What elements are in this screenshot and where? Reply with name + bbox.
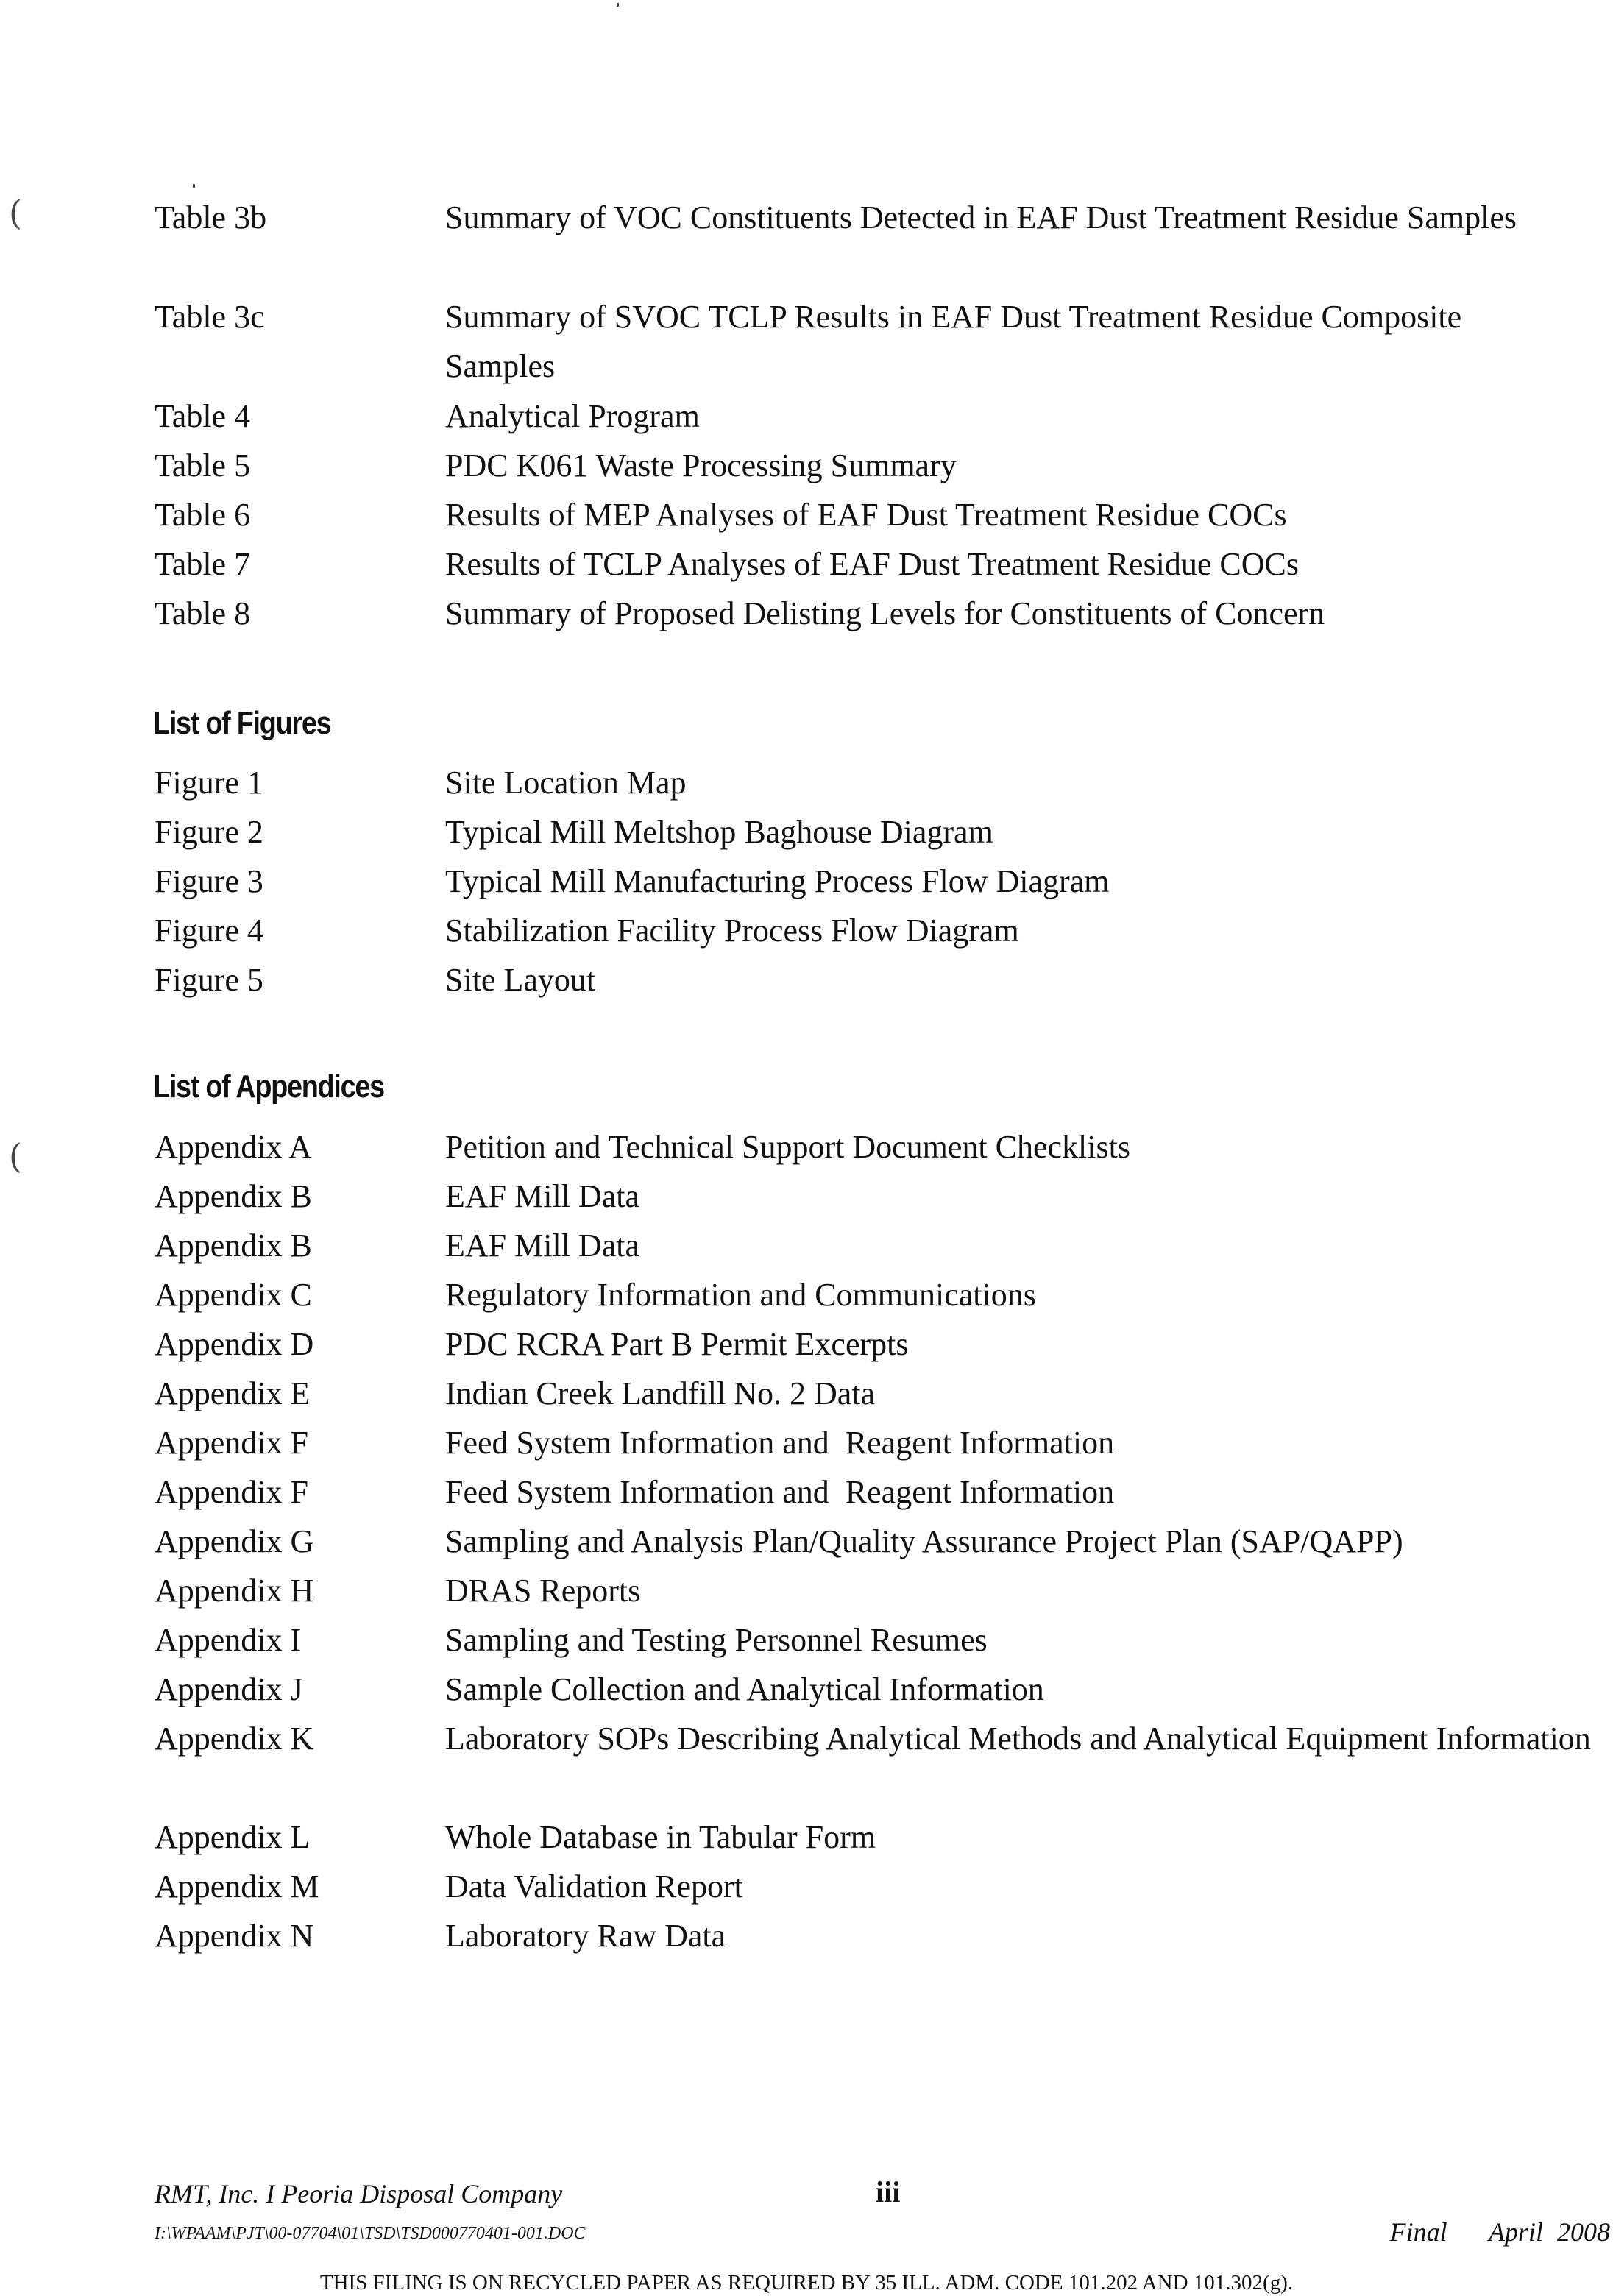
- table-label: Table 7: [155, 546, 251, 582]
- recycled-paper-notice: THIS FILING IS ON RECYCLED PAPER AS REQUIRED BY 35 ILL. ADM. CODE 101.202 AND 101.302(g).: [319, 2271, 1294, 2295]
- table-description: Analytical Program: [445, 398, 700, 434]
- appendix-description: Laboratory Raw Data: [445, 1918, 726, 1954]
- figure-label: Figure 2: [155, 814, 263, 850]
- appendix-label: Appendix I: [155, 1622, 302, 1658]
- appendix-label: Appendix B: [155, 1178, 312, 1214]
- appendix-description: Laboratory SOPs Describing Analytical Methods and Analytical Equipment Information: [445, 1721, 1591, 1757]
- table-label: Table 4: [155, 398, 251, 434]
- figure-description: Typical Mill Meltshop Baghouse Diagram: [445, 814, 993, 850]
- table-label: Table 3c: [155, 299, 265, 335]
- figure-label: Figure 1: [155, 765, 263, 801]
- figure-label: Figure 4: [155, 913, 263, 949]
- table-description: Results of TCLP Analyses of EAF Dust Treatment Residue COCs: [445, 546, 1299, 582]
- appendix-description: Petition and Technical Support Document Checklists: [445, 1129, 1130, 1165]
- appendix-label: Appendix F: [155, 1425, 308, 1461]
- appendix-description: Data Validation Report: [445, 1868, 743, 1905]
- appendix-description: EAF Mill Data: [445, 1227, 639, 1264]
- appendix-label: Appendix F: [155, 1474, 308, 1510]
- table-description: Summary of Proposed Delisting Levels for Constituents of Concern: [445, 595, 1325, 631]
- appendices-heading: List of Appendices: [153, 1069, 384, 1105]
- appendix-label: Appendix B: [155, 1227, 312, 1264]
- table-label: Table 6: [155, 497, 251, 533]
- appendix-label: Appendix D: [155, 1326, 314, 1362]
- appendix-description: Whole Database in Tabular Form: [445, 1819, 876, 1855]
- appendix-label: Appendix E: [155, 1375, 311, 1411]
- footer-company: RMT, Inc. I Peoria Disposal Company: [155, 2179, 563, 2208]
- appendix-label: Appendix H: [155, 1573, 314, 1609]
- scan-mark-paren-top: (: [9, 193, 22, 233]
- appendix-label: Appendix L: [155, 1819, 311, 1855]
- appendix-description: PDC RCRA Part B Permit Excerpts: [445, 1326, 909, 1362]
- appendix-description: Sample Collection and Analytical Information: [445, 1671, 1044, 1707]
- page-number: iii: [876, 2175, 901, 2208]
- appendix-label: Appendix C: [155, 1277, 312, 1313]
- scan-dot-top: [617, 3, 619, 7]
- appendix-label: Appendix K: [155, 1721, 314, 1757]
- appendix-label: Appendix J: [155, 1671, 303, 1707]
- appendix-description: Sampling and Testing Personnel Resumes: [445, 1622, 988, 1658]
- appendix-description: Feed System Information and Reagent Information: [445, 1425, 1115, 1461]
- table-description: Summary of SVOC TCLP Results in EAF Dust Treatment Residue Composite Samples: [445, 299, 1462, 384]
- figure-description: Site Location Map: [445, 765, 687, 801]
- figure-description: Stabilization Facility Process Flow Diagram: [445, 913, 1019, 949]
- scan-mark-paren-middle: (: [9, 1136, 22, 1176]
- appendix-description: EAF Mill Data: [445, 1178, 639, 1214]
- table-label: Table 8: [155, 595, 251, 631]
- figure-label: Figure 5: [155, 962, 263, 998]
- appendix-description: Indian Creek Landfill No. 2 Data: [445, 1375, 876, 1411]
- appendix-label: Appendix M: [155, 1868, 319, 1905]
- appendix-description: Regulatory Information and Communications: [445, 1277, 1036, 1313]
- figure-description: Typical Mill Manufacturing Process Flow Diagram: [445, 863, 1110, 899]
- appendix-label: Appendix G: [155, 1523, 314, 1559]
- figure-description: Site Layout: [445, 962, 596, 998]
- figure-label: Figure 3: [155, 863, 263, 899]
- footer-status-date: Final April 2008: [1389, 2217, 1610, 2247]
- table-description: PDC K061 Waste Processing Summary: [445, 447, 957, 483]
- scan-dot-left: [193, 184, 195, 188]
- appendix-label: Appendix N: [155, 1918, 314, 1954]
- table-label: Table 3b: [155, 199, 267, 235]
- table-label: Table 5: [155, 447, 251, 483]
- appendix-description: DRAS Reports: [445, 1573, 641, 1609]
- table-description: Summary of VOC Constituents Detected in EAF Dust Treatment Residue Samples: [445, 199, 1517, 235]
- appendix-description: Feed System Information and Reagent Information: [445, 1474, 1115, 1510]
- figures-heading: List of Figures: [153, 705, 331, 741]
- appendix-description: Sampling and Analysis Plan/Quality Assurance Project Plan (SAP/QAPP): [445, 1523, 1403, 1559]
- appendix-label: Appendix A: [155, 1129, 312, 1165]
- table-description: Results of MEP Analyses of EAF Dust Treatment Residue COCs: [445, 497, 1287, 533]
- footer-file-path: I:\WPAAM\PJT\00-07704\01\TSD\TSD000770401-001.DOC: [155, 2224, 586, 2243]
